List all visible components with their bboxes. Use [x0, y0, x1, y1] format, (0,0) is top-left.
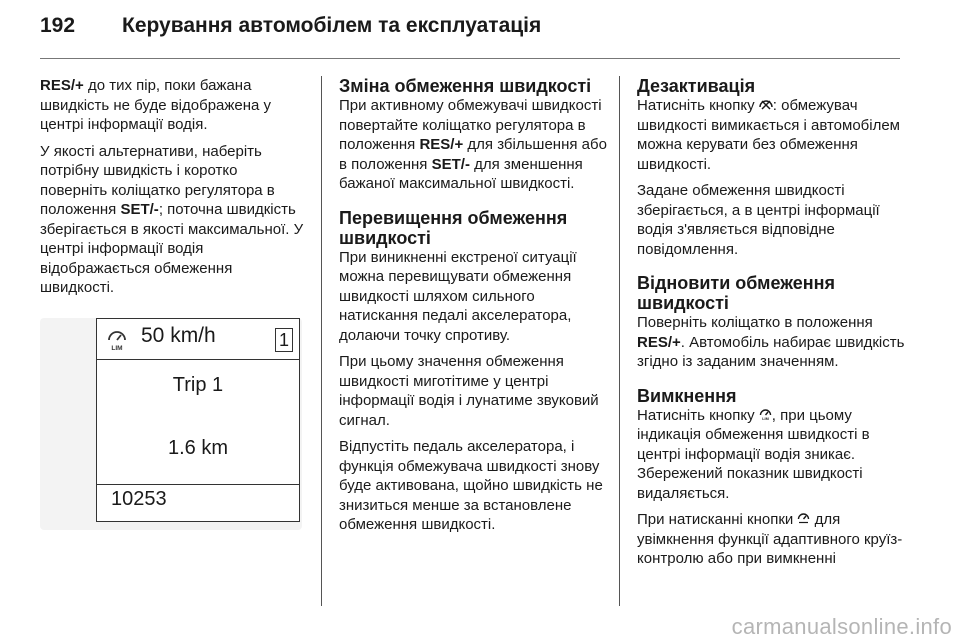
paragraph-text: Поверніть коліщатко в положення [637, 314, 873, 331]
display-top-row [97, 319, 299, 360]
paragraph-text: При натисканні кнопки [637, 511, 798, 528]
cancel-button-icon [759, 98, 773, 110]
paragraph [637, 96, 905, 174]
paragraph [637, 510, 905, 569]
paragraph-text: для збільшення або в положення [339, 136, 607, 173]
header-rule [40, 58, 900, 59]
paragraph-text: , при цьому індикація обмеження швидкості в центрі інформації водія зникає. Збережений показник швидкості видаляється. [637, 406, 870, 502]
driver-info-display [96, 318, 300, 522]
section-heading: Вимкнення [637, 385, 737, 406]
res-label: RES/+ [637, 333, 681, 351]
column-1 [40, 76, 308, 530]
paragraph-text: : обмежувач швидкості вимикається і автомобілем можна керувати без обмеження швидкості. [637, 97, 900, 173]
instrument-display-figure [40, 318, 302, 530]
paragraph: При виникненні екстреної ситуації можна перевищувати обмеження швидкості шляхом сильного натискання педалі акселератора, долаючи точку спротиву. [339, 248, 577, 344]
paragraph-text: Натисніть кнопку [637, 97, 759, 114]
paragraph [40, 142, 308, 298]
paragraph-text: При активному обмежувачі швидкості повертайте коліщатко регулятора в положення [339, 97, 602, 153]
trip-distance: 1.6 km [167, 436, 229, 459]
svg-text:LIM: LIM [762, 416, 769, 420]
speed-limiter-button-icon [759, 407, 772, 420]
paragraph: Задане обмеження швидкості зберігається, а в центрі інформації водія з'являється відповідне повідомлення. [637, 182, 880, 258]
column-2 [339, 76, 607, 542]
section-heading: Відновити обмеження швидкості [637, 273, 836, 313]
page-title: Керування автомобілем та експлуатація [122, 14, 542, 37]
column-3 [637, 76, 905, 576]
paragraph-text: для зменшення бажаної максимальної швидкості. [339, 155, 583, 192]
paragraph-text: ; поточна швидкість зберігається в якості максимальної. У центрі інформації водія відображається обмеження швидкості. [40, 201, 304, 296]
paragraph-text: для увімкнення функції адаптивного круїз-контролю або при вимкненні [637, 511, 903, 567]
section-heading: Зміна обмеження швидкості [339, 76, 592, 96]
paragraph-text: У якості альтернативи, наберіть потрібну швидкість і коротко поверніть коліщатко регулятора в положення [40, 142, 275, 218]
lim-text: LIM [111, 344, 123, 351]
page-number: 192 [40, 14, 76, 37]
paragraph-text: Натисніть кнопку [637, 406, 759, 424]
section-heading: Дезактивація [637, 76, 756, 96]
set-label: SET/- [120, 201, 159, 218]
section-heading: Перевищення обмеження швидкості [339, 207, 568, 248]
set-label: SET/- [431, 155, 470, 173]
paragraph-text: . Автомобіль набирає швидкість згідно із заданим значенням. [637, 333, 905, 370]
paragraph: При цьому значення обмеження швидкості миготітиме у центрі інформації водія і лунатиме звуковий сигнал. [339, 353, 599, 429]
cruise-control-button-icon [797, 511, 810, 524]
watermark: carmanualsonline.info [731, 614, 952, 639]
trip-label: Trip 1 [172, 373, 224, 396]
speed-limit-value: 50 km/h [141, 323, 216, 347]
paragraph-text: до тих пір, поки бажана швидкість не буде відображена у центрі інформації водія. [40, 77, 272, 133]
paragraph [339, 96, 607, 194]
paragraph [637, 406, 905, 504]
res-label: RES/+ [419, 136, 464, 153]
paragraph [40, 76, 308, 135]
odometer-bar [97, 484, 299, 521]
odometer-value: 10253 [111, 487, 167, 510]
paragraph: Відпустіть педаль акселератора, і функція обмежувача швидкості знову буде активована, щойно швидкість не знизиться менше за встановлене обмеження швидкості. [339, 438, 603, 533]
gear-indicator: 1 [275, 328, 293, 352]
speed-limiter-icon [105, 327, 129, 351]
page-header [40, 14, 900, 48]
column-divider-2 [619, 76, 620, 606]
paragraph [637, 313, 905, 372]
column-divider-1 [321, 76, 322, 606]
res-label: RES/+ [40, 77, 84, 94]
